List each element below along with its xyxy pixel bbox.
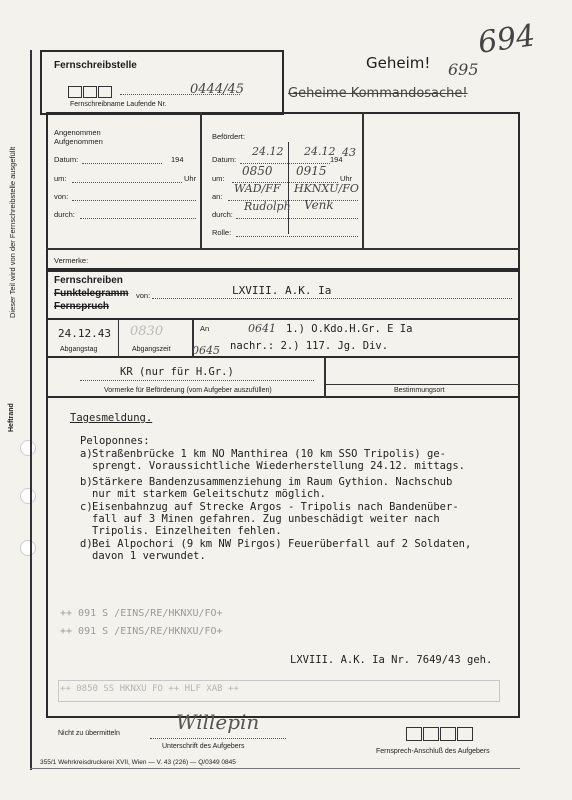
page-number: 694: [475, 18, 538, 61]
forwarded-to-2: HKNXU/FO: [294, 182, 359, 195]
recipient-code-2: 0645: [192, 344, 220, 357]
classification-struck: Geheime Kommandosache!: [288, 86, 468, 101]
signature: Willepin: [176, 710, 260, 734]
heftrand-label: Heftrand: [8, 403, 15, 432]
forwarded-time-label: um:: [212, 174, 225, 183]
running-number: 0444/45: [190, 82, 245, 97]
teleprinter-ghost: ++ 0850 SS HKNXU FO ++ HLF XAB ++: [60, 684, 239, 694]
forwarded-by-2: Venk: [304, 198, 334, 212]
received-time-label: um:: [54, 174, 67, 183]
received-from-label: von:: [54, 192, 69, 201]
remarks-box: [46, 250, 520, 270]
aufgenommen-label: Aufgenommen: [54, 137, 103, 146]
recipient-1: 1.) O.Kdo.H.Gr. E Ia: [286, 323, 413, 335]
priority-note: Vormerke für Beförderung (vom Aufgeber auszufüllen): [104, 387, 272, 394]
forwarded-by-label: durch:: [212, 210, 233, 219]
message-region: Peloponnes:: [80, 435, 150, 447]
received-forward-box: [46, 112, 520, 250]
item-key: c): [80, 501, 93, 513]
punch-hole: [20, 488, 36, 504]
sender-label: von:: [136, 291, 151, 300]
classification: Geheim!: [366, 54, 431, 72]
priority: KR (nur für H.Gr.): [120, 366, 234, 378]
forwarded-title: Befördert:: [212, 132, 245, 141]
item-key: a): [80, 448, 93, 460]
dispatch-day-label: Abgangstag: [60, 346, 98, 353]
type-funktelegramm: Funktelegramm: [54, 288, 129, 299]
teleprinter-ghost: ++ 091 S /EINS/RE/HKNXU/FO+: [60, 608, 223, 619]
stamp-box: [58, 680, 500, 702]
received-by-label: durch:: [54, 210, 75, 219]
forwarded-time-1: 0850: [242, 164, 273, 178]
signature-label: Unterschrift des Aufgebers: [162, 743, 245, 750]
message-title: Tagesmeldung.: [70, 412, 153, 424]
station-code-boxes: [68, 83, 113, 102]
not-transmit-label: Nicht zu übermitteln: [58, 730, 120, 737]
forwarded-date-2: 24.12: [304, 145, 336, 158]
sender: LXVIII. A.K. Ia: [232, 284, 332, 297]
item-key: b): [80, 476, 93, 488]
station-title: Fernschreibstelle: [54, 60, 137, 71]
forwarded-time-2: 0915: [296, 164, 327, 178]
remarks-label: Vermerke:: [54, 256, 89, 265]
forwarded-date-1: 24.12: [252, 145, 284, 158]
phone-label: Fernsprech-Anschluß des Aufgebers: [376, 748, 490, 755]
archive-number: 695: [448, 60, 479, 79]
side-note: Dieser Teil wird von der Fernschreibstelle ausgefüllt: [8, 146, 17, 318]
punch-hole: [20, 540, 36, 556]
forwarded-date-label: Datum:: [212, 155, 237, 164]
forwarded-to-1: WAD/FF: [234, 182, 281, 195]
teleprinter-ghost: ++ 091 S /EINS/RE/HKNXU/FO+: [60, 626, 223, 637]
forwarded-to-label: an:: [212, 192, 223, 201]
destination-label: Bestimmungsort: [394, 387, 445, 394]
message-reference: LXVIII. A.K. Ia Nr. 7649/43 geh.: [290, 654, 493, 666]
received-date-label: Datum:: [54, 155, 79, 164]
item-text: Stärkere Bandenzusammenziehung im Raum Gythion. Nachschub nur mit starkem Geleitschutz möglich.: [92, 476, 453, 500]
recipient-label: An: [200, 324, 210, 333]
item-text: Bei Alpochori (9 km NW Pirgos) Feuerüberfall auf 2 Soldaten, davon 1 verwundet.: [92, 538, 472, 562]
dispatch-time-label: Abgangszeit: [132, 346, 171, 353]
role-label: Rolle:: [212, 228, 232, 237]
dispatch-date: 24.12.43: [58, 327, 111, 340]
recipient-code-1: 0641: [248, 322, 276, 335]
type-fernspruch: Fernspruch: [54, 301, 110, 312]
printer-imprint: 355/1 Wehrkreisdruckerei XVII, Wien — V. 43 (226) — Q/0349 0845: [40, 759, 236, 766]
item-text: Straßenbrücke 1 km NO Manthirea (10 km SSO Tripolis) ge- sprengt. Voraussichtliche Wiederherstellung 24.12. mittags.: [92, 448, 465, 472]
forwarded-by-1: Rudolph: [244, 200, 291, 213]
phone-boxes: [406, 726, 474, 745]
punch-hole: [20, 440, 36, 456]
item-text: Eisenbahnzug auf Strecke Argos - Tripolis nach Bandenüber- fall auf 3 Minen gefahren. Zug unbeschädigt weiter nach Tripolis. Einzelheiten fehlen.: [92, 501, 459, 537]
recipient-2: nachr.: 2.) 117. Jg. Div.: [230, 340, 389, 352]
station-sub: Fernschreibname Laufende Nr.: [70, 101, 167, 108]
item-key: d): [80, 538, 93, 550]
dispatch-time: 0830: [130, 324, 164, 339]
type-fernschreiben: Fernschreiben: [54, 275, 123, 286]
angenommen-label: Angenommen: [54, 128, 101, 137]
